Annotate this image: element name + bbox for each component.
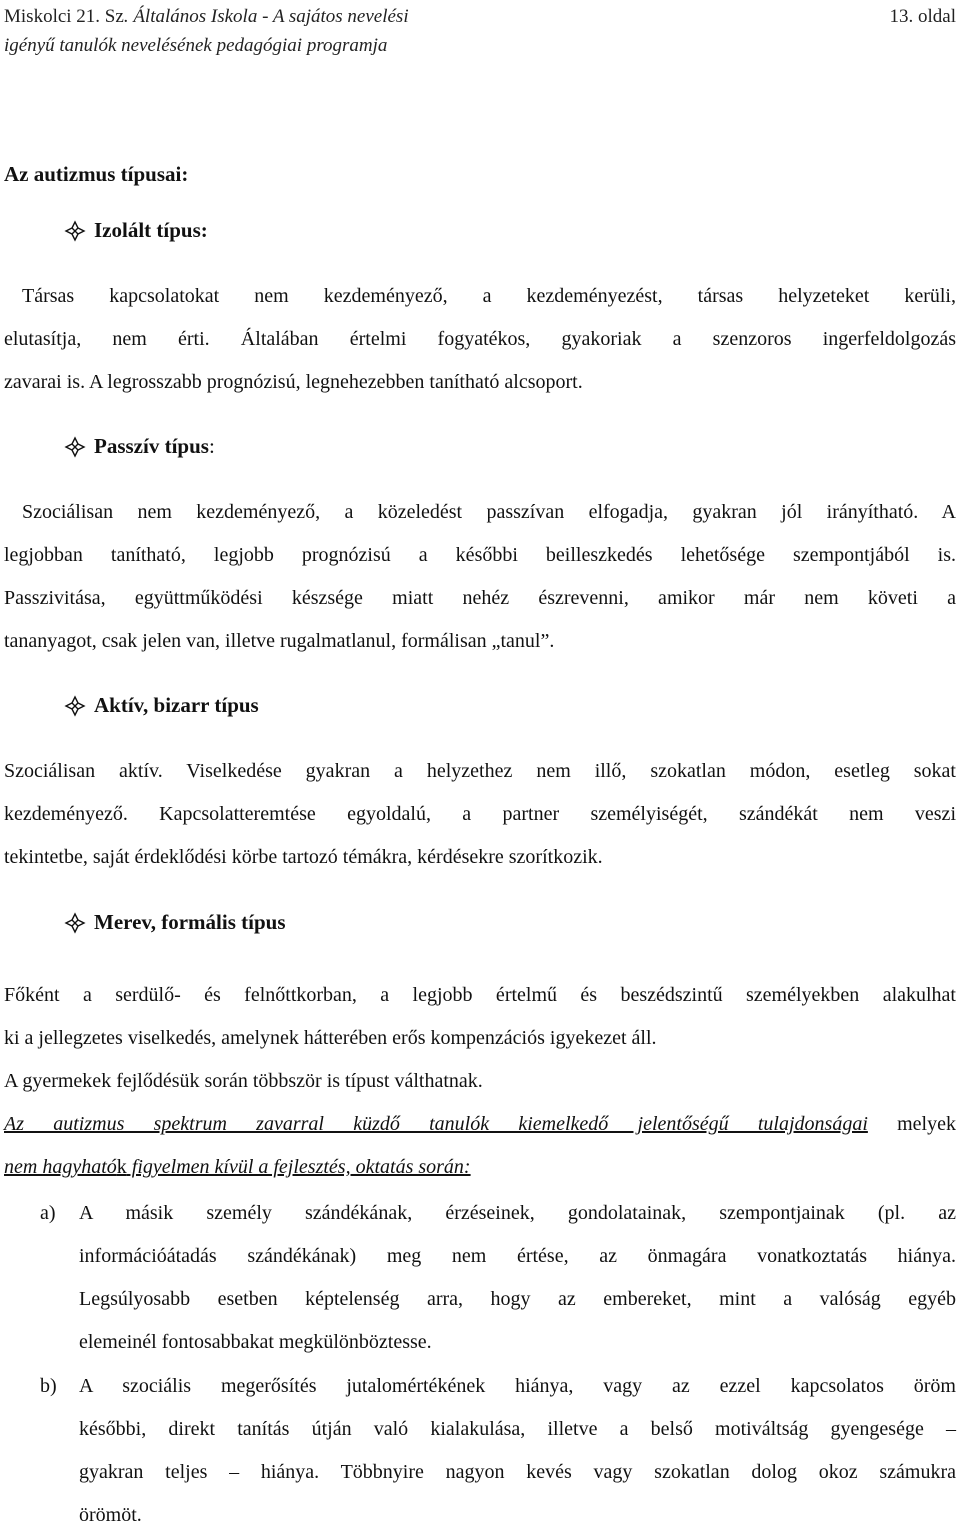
type-heading-label: Merev, formális típus <box>94 910 286 934</box>
type-paragraph-passziv <box>4 491 956 663</box>
header-page-number: 13. oldal <box>889 6 956 27</box>
paragraph-line: legjobban tanítható, legjobb prognózisú a későbbi beilleszkedés lehetősége szempontjából is. <box>4 544 956 566</box>
type-heading-aktiv <box>64 693 259 718</box>
list-item-text <box>79 1192 956 1364</box>
important-heading-plain: melyek <box>867 1113 956 1135</box>
list-marker: b) <box>40 1375 57 1397</box>
paragraph-line: Passzivitása, együttműködési készsége miatt nehéz észrevenni, amikor már nem követi a <box>4 587 956 609</box>
important-heading-part: figyelmen kívül a fejlesztés, oktatás során: <box>126 1156 471 1178</box>
page-header <box>4 2 956 60</box>
type-heading-merev <box>64 910 286 935</box>
list-line: információátadás szándékának) meg nem értése, az önmagára vonatkoztatás hiánya. <box>79 1245 956 1267</box>
paragraph-line: kezdeményező. Kapcsolatteremtése egyoldalú, a partner személyiségét, szándékát nem veszi <box>4 803 956 825</box>
important-heading-part: nem hagyható <box>4 1156 117 1178</box>
diamond-bullet-icon <box>64 912 86 934</box>
diamond-bullet-icon <box>64 695 86 717</box>
list-marker: a) <box>40 1202 56 1224</box>
list-line: örömöt. <box>79 1504 142 1526</box>
type-heading-passziv <box>64 434 215 459</box>
type-heading-suffix: : <box>208 434 215 458</box>
type-paragraph-izolalt <box>4 275 956 404</box>
important-heading-line-2 <box>4 1146 956 1189</box>
header-school-prefix: Miskolci 21. Sz <box>4 6 124 27</box>
paragraph-line: ki a jellegzetes viselkedés, amelynek hátterében erős kompenzációs igyekezet áll. <box>4 1027 657 1049</box>
paragraph-line: A gyermekek fejlődésük során többször is típust válthatnak. <box>4 1070 483 1092</box>
type-heading-izolalt <box>64 218 208 243</box>
header-program-title: igényű tanulók nevelésének pedagógiai programja <box>4 35 388 56</box>
important-heading-part: k <box>116 1156 127 1178</box>
list-line: A másik személy szándékának, érzéseinek, gondolatainak, szempontjainak (pl. az <box>79 1202 956 1224</box>
list-line: A szociális megerősítés jutalomértékének hiánya, vagy az ezzel kapcsolatos öröm <box>79 1375 956 1397</box>
paragraph-line: zavarai is. A legrosszabb prognózisú, legnehezebben tanítható alcsoport. <box>4 371 583 393</box>
list-item-b <box>4 1365 956 1537</box>
paragraph-line: tananyagot, csak jelen van, illetve rugalmatlanul, formálisan „tanul”. <box>4 630 555 652</box>
paragraph-line: Főként a serdülő- és felnőttkorban, a legjobb értelmű és beszédszintű személyekben alakulhat <box>4 984 956 1006</box>
important-heading-italic: Az autizmus spektrum zavarral küzdő tanulók kiemelkedő jelentőségű tulajdonságai <box>4 1113 868 1135</box>
list-line: későbbi, direkt tanítás útján való kialakulása, illetve a belső motiváltság gyengesége – <box>79 1418 956 1440</box>
type-heading-label: Aktív, bizarr típus <box>94 693 259 717</box>
type-paragraph-merev <box>4 974 956 1060</box>
diamond-bullet-icon <box>64 220 86 242</box>
diamond-bullet-icon <box>64 436 86 458</box>
section-title: Az autizmus típusai: <box>4 162 189 186</box>
paragraph-line: elutasítja, nem érti. Általában értelmi fogyatékos, gyakoriak a szenzoros ingerfeldolgozás <box>4 328 956 350</box>
type-paragraph-aktiv <box>4 750 956 879</box>
list-line: gyakran teljes – hiánya. Többnyire nagyon kevés vagy szokatlan dolog okoz számukra <box>79 1461 956 1483</box>
important-heading-line-1 <box>4 1103 956 1146</box>
important-properties-heading <box>4 1103 956 1189</box>
list-line: Legsúlyosabb esetben képtelenség arra, hogy az embereket, mint a valóság egyéb <box>79 1288 956 1310</box>
list-item-a <box>4 1192 956 1364</box>
type-heading-label: Izolált típus: <box>94 218 208 242</box>
paragraph-line: tekintetbe, saját érdeklődési körbe tartozó témákra, kérdésekre szorítkozik. <box>4 846 603 868</box>
paragraph-line: Szociálisan aktív. Viselkedése gyakran a helyzethez nem illő, szokatlan módon, esetleg sokat <box>4 760 956 782</box>
list-item-text <box>79 1365 956 1537</box>
list-line: elemeinél fontosabbakat megkülönböztesse. <box>79 1331 432 1353</box>
paragraph-line: Szociálisan nem kezdeményező, a közeledést passzívan elfogadja, gyakran jól irányítható. A <box>22 501 956 523</box>
header-school <box>4 2 409 31</box>
type-change-note <box>4 1060 956 1103</box>
type-heading-label: Passzív típus <box>94 434 209 458</box>
paragraph-line: Társas kapcsolatokat nem kezdeményező, a kezdeményezést, társas helyzeteket kerüli, <box>22 285 956 307</box>
header-school-italic: . Általános Iskola - A sajátos nevelési <box>123 6 409 27</box>
